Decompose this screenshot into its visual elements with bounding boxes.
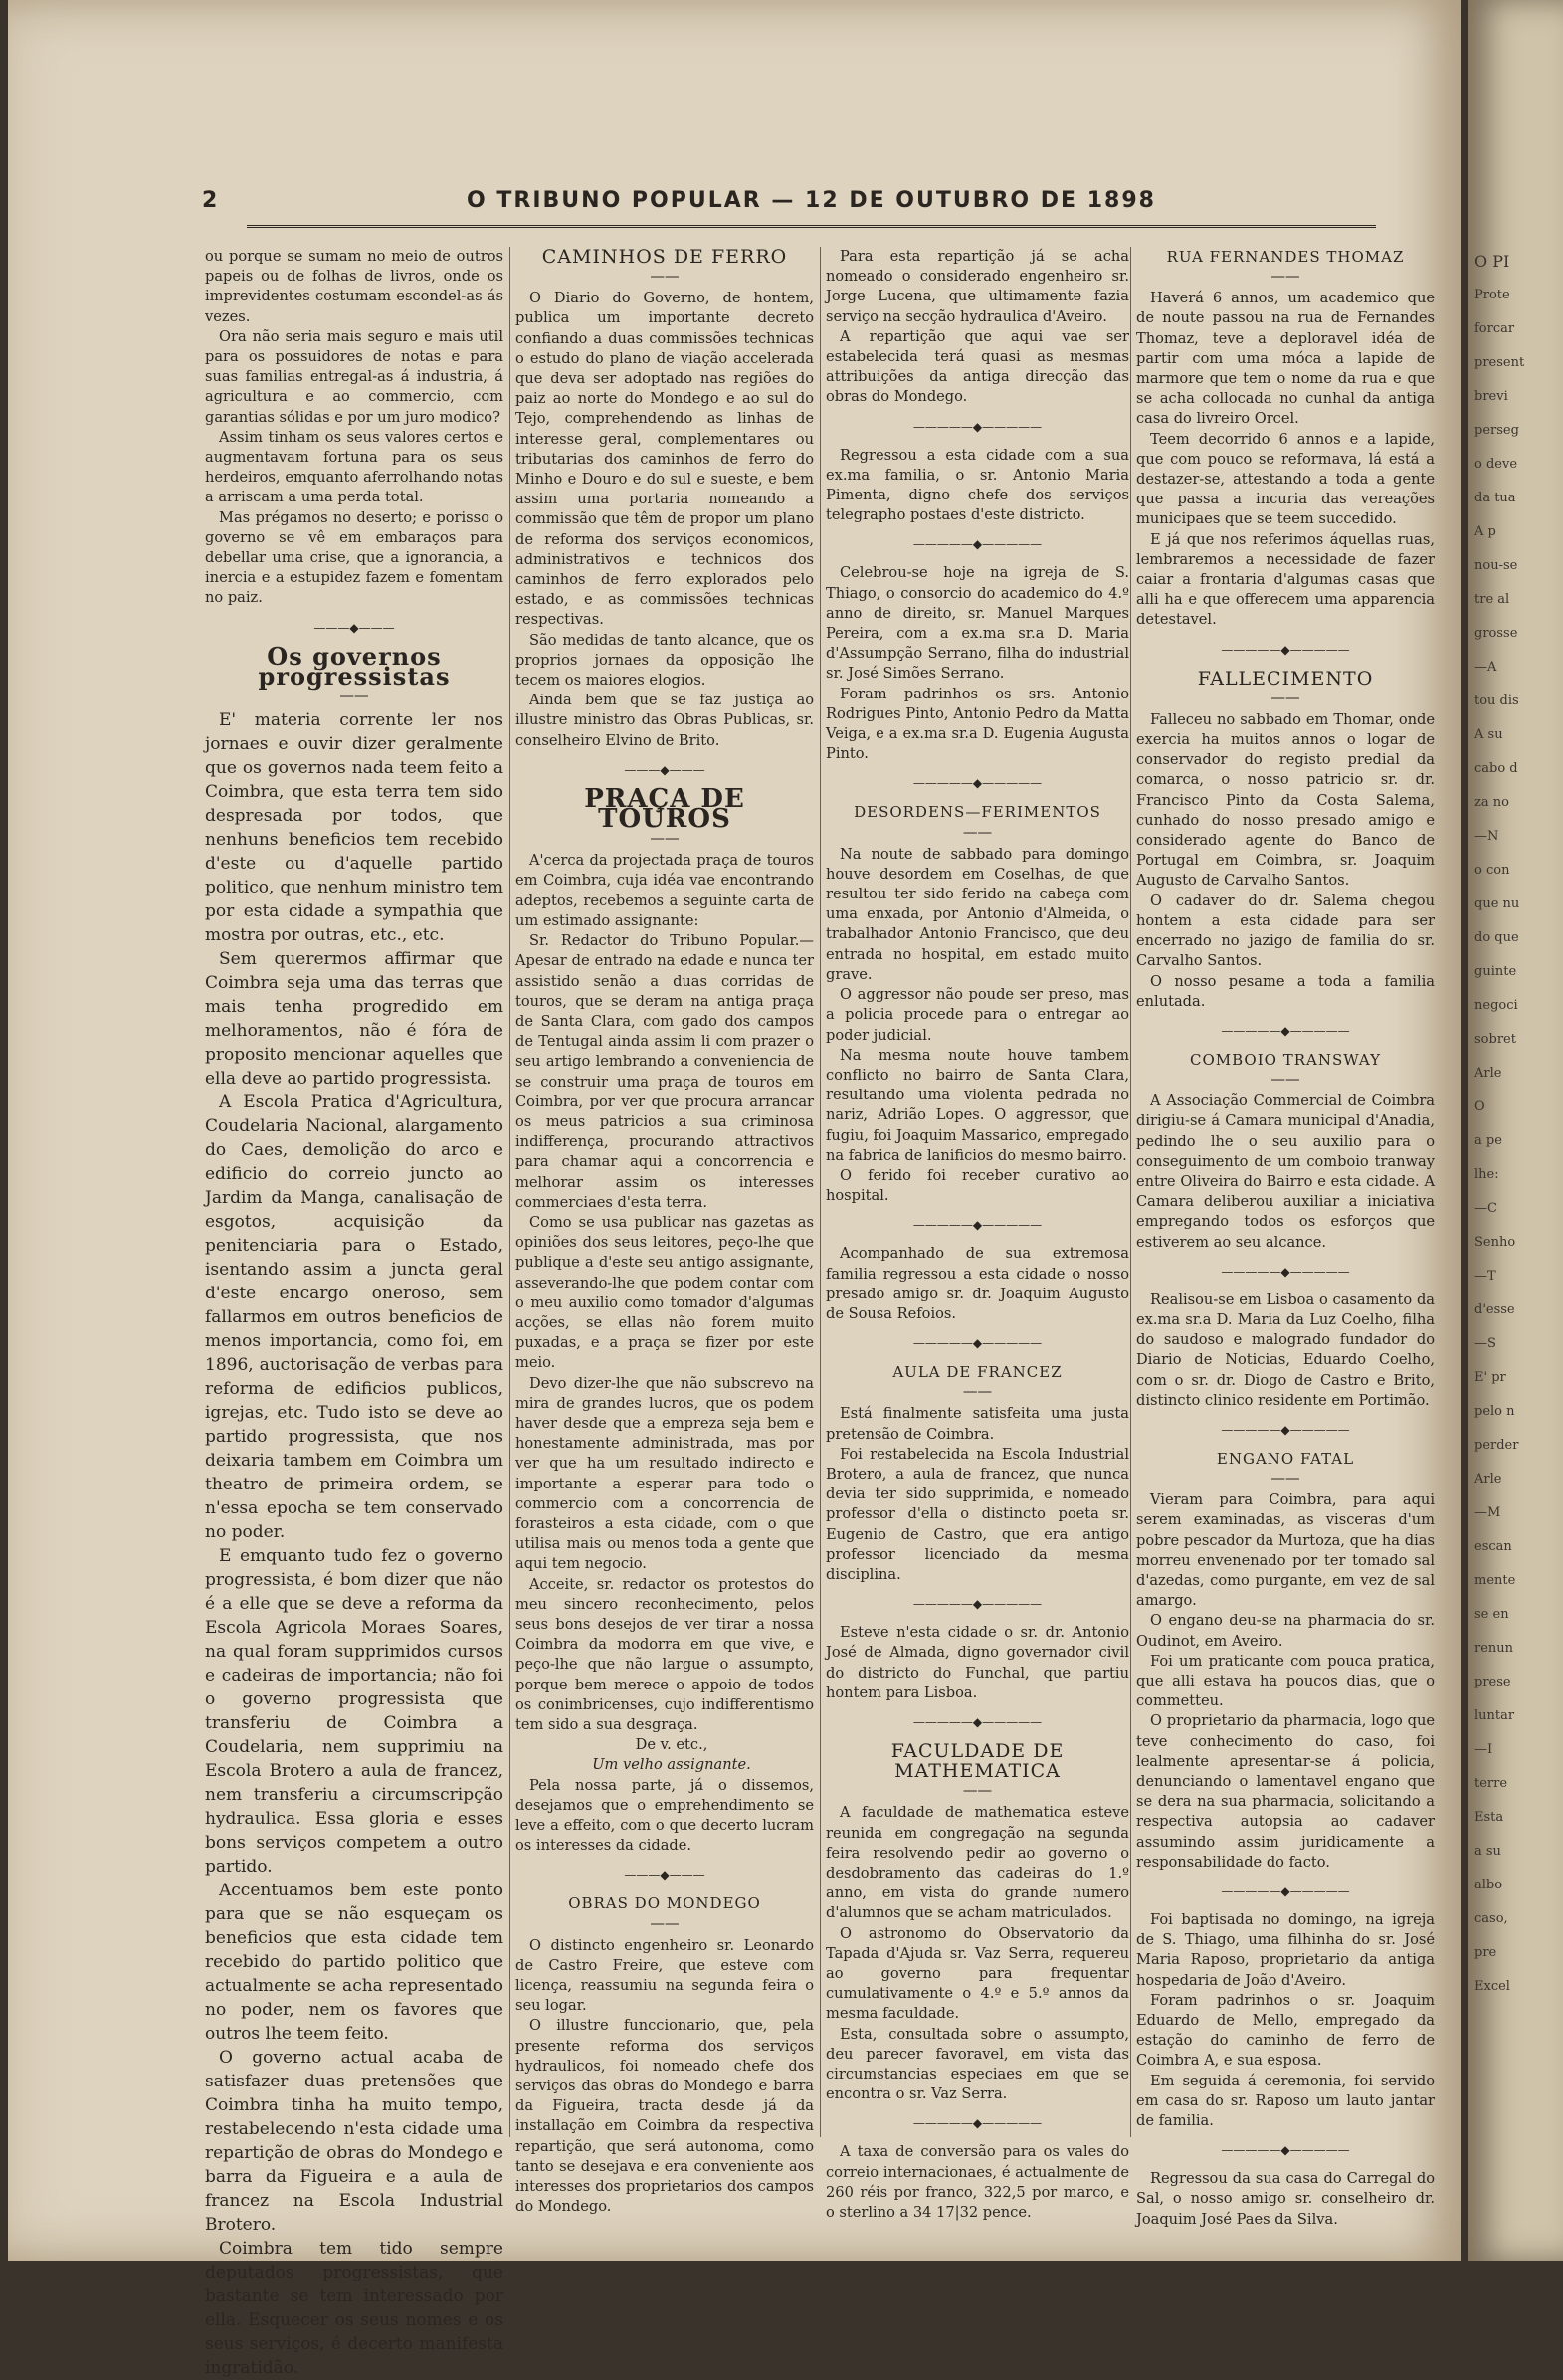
- adjacent-page-fragment: escan: [1474, 1539, 1512, 1554]
- separator-dash: ——: [1270, 1470, 1300, 1488]
- paragraph: O nosso pesame a toda a familia enlutada.: [1136, 972, 1435, 1010]
- adjacent-page-fragment: perder: [1474, 1438, 1519, 1453]
- separator-dash: ——: [339, 688, 369, 705]
- separator-ornament: —————◆—————: [1221, 1264, 1350, 1279]
- paragraph: Como se usa publicar nas gazetas as opiniões dos seus leitores, peço-lhe que publique a d'este seu antigo assignante, asseverando-lhe que podem contar com o meu auxilio como tomador d'algumas acções, se ellas não forem muito puxadas, e a praça se fizer por este meio.: [515, 1213, 814, 1372]
- paragraph: Foi baptisada no domingo, na igreja de S. Thiago, uma filhinha do sr. José Maria Raposo, proprietario da antiga hospedaria de João d'Aveiro.: [1136, 1911, 1435, 1989]
- headline-caminhos: CAMINHOS DE FERRO: [541, 246, 788, 268]
- paragraph: Na noute de sabbado para domingo houve desordem em Coselhas, de que resultou ter sido ferido na cabeça com uma enxada, por Antonio d'Almeida, o trabalhador Antonio Francisco, que deu entrada no hospital, em estado muito grave.: [826, 845, 1129, 983]
- separator-ornament: —————◆—————: [912, 1336, 1043, 1351]
- adjacent-page-fragment: que nu: [1474, 896, 1520, 911]
- adjacent-page-fragment: lhe:: [1474, 1167, 1499, 1182]
- headline-rua: RUA FERNANDES THOMAZ: [1166, 248, 1405, 266]
- headline-aula: AULA DE FRANCEZ: [892, 1363, 1063, 1382]
- paragraph: Foram padrinhos o sr. Joaquim Eduardo de Mello, empregado da estação do caminho de ferro de Coimbra A, e sua esposa.: [1136, 1991, 1435, 2070]
- adjacent-page-fragment: caso,: [1474, 1911, 1508, 1926]
- paragraph: Em seguida á ceremonia, foi servido em casa do sr. Raposo um lauto jantar de familia.: [1136, 2072, 1435, 2130]
- paragraph: Sem querermos affirmar que Coimbra seja uma das terras que mais tenha progredido em melhoramentos, não é fóra de proposito mencionar aquelles que ella deve ao partido progressista.: [205, 949, 503, 1090]
- adjacent-page-fragment: pelo n: [1474, 1404, 1515, 1419]
- adjacent-page-fragment: da tua: [1474, 491, 1516, 505]
- separator-ornament: —————◆—————: [912, 2116, 1043, 2131]
- column-2: [515, 246, 814, 2216]
- separator-dash: ——: [962, 823, 993, 841]
- separator-ornament: —————◆—————: [912, 1597, 1043, 1612]
- separator-ornament: ———◆———: [624, 1868, 705, 1883]
- adjacent-page-edge: [1468, 0, 1563, 2261]
- adjacent-page-fragment: Excel: [1474, 1979, 1510, 1994]
- paragraph: O distincto engenheiro sr. Leonardo de Castro Freire, que esteve com licença, reassumiu na segunda feira o seu logar.: [515, 1936, 814, 2015]
- paragraph: O engano deu-se na pharmacia do sr. Oudinot, em Aveiro.: [1136, 1612, 1435, 1650]
- separator-ornament: —————◆—————: [912, 537, 1043, 552]
- newspaper-page: [8, 0, 1461, 2379]
- letter-closing: De v. etc.,: [635, 1736, 708, 1754]
- masthead: [202, 182, 1381, 218]
- adjacent-page-fragment: —S: [1474, 1336, 1496, 1351]
- paragraph: Assim tinham os seus valores certos e augmentavam fortuna para os seus herdeiros, emquanto aferrolhando notas a arriscam a uma perda total.: [205, 428, 503, 506]
- adjacent-page-fragment: —A: [1474, 660, 1497, 675]
- paragraph: Pela nossa parte, já o dissemos, desejamos que o emprehendimento se leve a effeito, com o que decerto lucram os interesses da cidade.: [515, 1776, 814, 1855]
- paragraph: O governo actual acaba de satisfazer duas pretensões que Coimbra tinha ha muito tempo, restabelecendo n'esta cidade uma repartição de obras do Mondego e barra da Figueira e a aula de francez na Escola Industrial Brotero.: [205, 2048, 503, 2236]
- column-1: [205, 247, 503, 2379]
- adjacent-page-fragment: present: [1474, 355, 1525, 370]
- separator-ornament: —————◆—————: [912, 419, 1043, 434]
- paragraph: Acompanhado de sua extremosa familia regressou a esta cidade o nosso presado amigo sr. dr. Joaquim Augusto de Sousa Refoios.: [826, 1245, 1129, 1322]
- paragraph: E já que nos referimos áquellas ruas, lembraremos a necessidade de fazer caiar a frontaria d'algumas casas que alli ha e que offerecem uma apparencia detestavel.: [1136, 530, 1435, 629]
- separator-ornament: —————◆—————: [1221, 2143, 1350, 2158]
- headline-governos: Os governos progressistas: [258, 641, 451, 691]
- paragraph: O aggressor não poude ser preso, mas a policia procede para o entregar ao poder judicial.: [826, 986, 1129, 1044]
- adjacent-page-fragment: albo: [1474, 1878, 1503, 1892]
- headline-faculdade: FACULDADE DE MATHEMATICA: [890, 1739, 1065, 1783]
- paragraph: São medidas de tanto alcance, que os proprios jornaes da opposição lhe tecem os maiores elogios.: [515, 631, 814, 690]
- paragraph: Acceite, sr. redactor os protestos do meu sincero reconhecimento, pelos seus bons desejos de ver tirar a nossa Coimbra da modorra em que vive, e peço-lhe que não largue o assumpto, porque bem merece o appoio de todos os conimbricenses, cujo indifferentismo tem sido a sua desgraça.: [515, 1575, 814, 1734]
- separator-dash: ——: [650, 1914, 680, 1932]
- adjacent-page-fragment: forcar: [1474, 321, 1515, 336]
- paragraph: ou porque se sumam no meio de outros papeis ou de folhas de livros, onde os imprevidentes costumam escondel-as ás vezes.: [205, 248, 503, 325]
- adjacent-page-fragment: grosse: [1474, 626, 1518, 641]
- separator-ornament: —————◆—————: [1221, 1023, 1350, 1038]
- separator-ornament: ———◆———: [313, 620, 395, 635]
- separator-dash: ——: [1270, 1071, 1300, 1089]
- adjacent-page-fragment: prese: [1474, 1675, 1511, 1689]
- paragraph: Para esta repartição já se acha nomeado o considerado engenheiro sr. Jorge Lucena, que ultimamente fazia serviço na secção hydraulica d'Aveiro.: [826, 248, 1129, 325]
- adjacent-page-fragment: —N: [1474, 829, 1499, 844]
- adjacent-page-fragment: nou-se: [1474, 558, 1518, 573]
- paragraph: Está finalmente satisfeita uma justa pretensão de Coimbra.: [826, 1405, 1129, 1443]
- paragraph: Celebrou-se hoje na igreja de S. Thiago, o consorcio do academico do 4.º anno de direito, sr. Manuel Marques Pereira, com a ex.ma sr.a D. Maria d'Assumpção Serrano, filha do industrial sr. José Simões Serrano.: [826, 564, 1129, 683]
- paragraph: O proprietario da pharmacia, logo que teve conhecimento do caso, foi lealmente apresentar-se á policia, denunciando o lamentavel engano que se dera na sua pharmacia, solicitando a respectiva autopsia ao cadaver assumindo assim juridicamente a responsabilidade do facto.: [1136, 1712, 1435, 1871]
- paragraph: Teem decorrido 6 annos e a lapide, que com pouco se reformava, lá está a destazer-se, attestando a toda a gente que passa a incuria das vereações municipaes que se teem succedido.: [1136, 430, 1435, 528]
- adjacent-page-fragment: a su: [1474, 1844, 1501, 1859]
- separator-ornament: —————◆—————: [1221, 1422, 1350, 1437]
- paragraph: Realisou-se em Lisboa o casamento da ex.ma sr.a D. Maria da Luz Coelho, filha do saudoso e malogrado fundador do Diario de Noticias, Eduardo Coelho, com o sr. dr. Diogo de Castro e Brito, distincto clinico residente em Portimão.: [1136, 1290, 1435, 1409]
- column-divider: [820, 247, 821, 2137]
- separator-dash: ——: [1270, 689, 1300, 706]
- adjacent-page-fragment: cabo d: [1474, 761, 1518, 776]
- adjacent-page-fragment: negoci: [1474, 998, 1518, 1013]
- adjacent-page-fragment: se en: [1474, 1607, 1509, 1622]
- page-number: 2: [202, 187, 218, 213]
- adjacent-page-fragment: Senho: [1474, 1235, 1516, 1250]
- adjacent-page-fragment: E' pr: [1474, 1370, 1506, 1385]
- adjacent-page-fragment: brevi: [1474, 389, 1508, 404]
- adjacent-page-fragment: —I: [1474, 1742, 1493, 1757]
- separator-ornament: —————◆—————: [912, 1714, 1043, 1729]
- separator-ornament: —————◆—————: [1221, 1884, 1350, 1899]
- paragraph: Foram padrinhos os srs. Antonio Rodrigues Pinto, Antonio Pedro da Matta Veiga, e a ex.ma sr.a D. Eugenia Augusta Pinto.: [826, 685, 1129, 763]
- paragraph: Coimbra tem tido sempre deputados progressistas, que bastante se tem interessado por ella. Esquecer os seus nomes e os seus serviços, é decerto manifesta ingratidão.: [205, 2239, 503, 2379]
- adjacent-page-fragment: do que: [1474, 930, 1519, 945]
- separator-dash: ——: [650, 830, 680, 848]
- adjacent-page-fragment: Esta: [1474, 1810, 1504, 1825]
- paragraph: Ora não seria mais seguro e mais util para os possuidores de notas e para suas familias entregal-as á industria, á agricultura e ao commercio, com garantias sólidas e por um juro modico?: [205, 327, 503, 426]
- column-divider: [509, 247, 510, 2137]
- paragraph: Mas prégamos no deserto; e porisso o governo se vê em embaraços para debellar uma crise, que a ignorancia, a inercia e a estupidez fazem e fomentam no paiz.: [205, 508, 503, 607]
- adjacent-page-fragment: sobret: [1474, 1032, 1516, 1047]
- adjacent-page-fragment: luntar: [1474, 1708, 1515, 1723]
- adjacent-page-fragment: terre: [1474, 1776, 1508, 1791]
- paragraph: Devo dizer-lhe que não subscrevo na mira de grandes lucros, que os podem haver desde que a empreza seja bem e honestamente administrada, mas por ver que ha um resultado indirecto e importante a esperar para todo o commercio com a concorrencia de forasteiros a esta cidade, com o que utilisa mais ou menos toda a gente que aqui tem negocio.: [515, 1374, 814, 1573]
- masthead-rule: [247, 225, 1376, 228]
- adjacent-page-fragment: mente: [1474, 1573, 1516, 1588]
- adjacent-page-fragment: renun: [1474, 1641, 1514, 1656]
- adjacent-page-fragment: O: [1474, 1099, 1485, 1114]
- paragraph: A Associação Commercial de Coimbra dirigiu-se á Camara municipal d'Anadia, pedindo lhe o seu auxilio para o conseguimento de um comboio tranway entre Oliveira do Bairro e esta cidade. A Camara deliberou auxiliar a iniciativa empregando todos os esforços que estiverem ao seu alcance.: [1136, 1092, 1435, 1251]
- paragraph: A faculdade de mathematica esteve reunida em congregação na segunda feira resolvendo pedir ao governo o desdobramento das cadeiras do 1.º anno, em vista do grande numero d'alumnos que se acham matriculados.: [826, 1804, 1129, 1922]
- separator-ornament: —————◆—————: [1221, 642, 1350, 657]
- paragraph: Vieram para Coimbra, para aqui serem examinadas, as visceras d'um pobre pescador da Murtoza, que ha dias morreu envenenado por ter tomado sal d'azedas, como purgante, em vez de sal amargo.: [1136, 1491, 1435, 1610]
- headline-engano: ENGANO FATAL: [1216, 1449, 1355, 1468]
- paragraph: O Diario do Governo, de hontem, publica um importante decreto confiando a duas commissões technicas o estudo do plano de viação accelerada que deva ser adoptado nas regiões do paiz ao norte do Mondego e ao sul do Tejo, comprehendendo as linhas de interesse geral, complementares ou tributarias dos caminhos de ferro do Minho e Douro e do sul e sueste, e bem assim uma portaria nomeando a commissão que têm de propor um plano de reforma dos serviços economicos, administrativos e technicos dos caminhos de ferro explorados pelo estado, e as commissões technicas respectivas.: [515, 290, 814, 629]
- adjacent-page-fragment: O PI: [1474, 252, 1510, 271]
- adjacent-page-fragment: —C: [1474, 1201, 1497, 1216]
- adjacent-page-fragment: —M: [1474, 1505, 1501, 1520]
- adjacent-page-fragment: Arle: [1474, 1066, 1502, 1081]
- paragraph: Esteve n'esta cidade o sr. dr. Antonio José de Almada, digno governador civil do districto do Funchal, que partiu hontem para Lisboa.: [826, 1624, 1129, 1701]
- paragraph: Regressou a esta cidade com a sua ex.ma familia, o sr. Antonio Maria Pimenta, digno chefe dos serviços telegrapho postaes d'este districto.: [826, 446, 1129, 524]
- paragraph: O illustre funccionario, que, pela presente reforma dos serviços hydraulicos, foi nomeado chefe dos serviços das obras do Mondego e barra da Figueira, tracta desde já da installação em Coimbra da respectiva repartição, que será autonoma, como tanto se desejava e era conveniente aos interesses dos proprietarios dos campos do Mondego.: [515, 2017, 814, 2216]
- headline-comboio: COMBOIO TRANSWAY: [1189, 1050, 1382, 1069]
- adjacent-page-fragment: o con: [1474, 863, 1510, 878]
- paragraph: Falleceu no sabbado em Thomar, onde exercia ha muitos annos o logar de conservador do registo predial da comarca, o nosso patricio sr. dr. Francisco Pinto da Costa Salema, cunhado do nosso presado amigo e considerado agente do Banco de Portugal em Coimbra, sr. Joaquim Augusto de Carvalho Santos.: [1136, 710, 1435, 890]
- paragraph: Regressou da sua casa do Carregal do Sal, o nosso amigo sr. conselheiro dr. Joaquim José Paes da Silva.: [1136, 2170, 1435, 2228]
- adjacent-page-fragment: tou dis: [1474, 694, 1519, 708]
- column-divider: [1130, 247, 1131, 2137]
- paragraph: Foi um praticante com pouca pratica, que alli estava ha poucos dias, que o commetteu.: [1136, 1652, 1435, 1710]
- headline-obras: OBRAS DO MONDEGO: [568, 1894, 761, 1913]
- paragraph: O ferido foi receber curativo ao hospital.: [826, 1166, 1129, 1205]
- adjacent-page-fragment: Prote: [1474, 288, 1510, 302]
- paragraph: Haverá 6 annos, um academico que de noute passou na rua de Fernandes Thomaz, teve a deploravel idéa de partir com uma móca a lapide de marmore que tem o nome da rua e que se acha collocada no cunhal da antiga casa do livreiro Orcel.: [1136, 290, 1435, 428]
- paragraph: O astronomo do Observatorio da Tapada d'Ajuda sr. Vaz Serra, requereu ao governo para frequentar cumulativamente o 4.º e 5.º annos da mesma faculdade.: [826, 1924, 1129, 2023]
- paragraph: O cadaver do dr. Salema chegou hontem a esta cidade para ser encerrado no jazigo de familia do sr. Carvalho Santos.: [1136, 892, 1435, 970]
- adjacent-page-fragment: —T: [1474, 1269, 1496, 1284]
- adjacent-page-fragment: tre al: [1474, 592, 1510, 607]
- paragraph: A repartição que aqui vae ser estabelecida terá quasi as mesmas attribuições da antiga direcção das obras do Mondego.: [826, 327, 1129, 406]
- separator-dash: ——: [1270, 268, 1300, 286]
- adjacent-page-fragment: o deve: [1474, 457, 1518, 472]
- paragraph: Na mesma noute houve tambem conflicto no bairro de Santa Clara, resultando uma violenta pedrada no nariz, Adrião Lopes. O aggressor, que fugiu, foi Joaquim Massarico, empregado na fabrica de lanificios do mesmo bairro.: [826, 1046, 1130, 1164]
- adjacent-page-fragment: Arle: [1474, 1472, 1502, 1487]
- adjacent-page-fragment: A su: [1474, 727, 1503, 742]
- separator-ornament: —————◆—————: [912, 776, 1043, 791]
- adjacent-page-fragment: za no: [1474, 795, 1509, 810]
- paragraph: A taxa de conversão para os vales do correio internacionaes, é actualmente de 260 réis por franco, 322,5 por marco, e o sterlino a 34 17|32 pence.: [826, 2143, 1129, 2222]
- headline-desordens: DESORDENS—FERIMENTOS: [854, 803, 1101, 822]
- paragraph: Foi restabelecida na Escola Industrial Brotero, a aula de francez, que nunca devia ter sido supprimida, e nomeado professor d'ella o distincto poeta sr. Eugenio de Castro, que era antigo professor licenciado da mesma disciplina.: [826, 1445, 1129, 1583]
- column-3: [826, 247, 1130, 2222]
- paragraph: E' materia corrente ler nos jornaes e ouvir dizer geralmente que os governos nada teem feito a Coimbra, que esta terra tem sido despresada por todos, que nenhuns beneficios tem recebido d'este ou d'aquelle partido politico, que nenhum ministro tem por esta cidade a sympathia que mostra por outras, etc., etc.: [205, 710, 503, 946]
- adjacent-page-fragment: guinte: [1474, 964, 1517, 979]
- paragraph: Esta, consultada sobre o assumpto, deu parecer favoravel, em vista das circumstancias especiaes em que se encontra o sr. Vaz Serra.: [826, 2025, 1129, 2103]
- adjacent-page-fragment: perseg: [1474, 423, 1519, 438]
- paragraph: Sr. Redactor do Tribuno Popular.— Apesar de entrado na edade e nunca ter assistido senão a duas corridas de touros, que se deram na antiga praça de Santa Clara, com gado dos campos de Tentugal ainda assim li com prazer o seu artigo lembrando a conveniencia de se construir uma praça de touros em Coimbra, por ver que procura arrancar os meus patricios a sua criminosa indifferença, procurando attractivos para chamar aqui a concorrencia e melhorar assim os interesses commerciaes d'esta terra.: [515, 932, 814, 1211]
- adjacent-page-fragment: A p: [1474, 524, 1496, 539]
- headline-fallecimento: FALLECIMENTO: [1197, 667, 1374, 690]
- separator-ornament: ———◆———: [624, 762, 705, 777]
- paragraph: Ainda bem que se faz justiça ao illustre ministro das Obras Publicas, sr. conselheiro Elvino de Brito.: [515, 692, 814, 749]
- adjacent-page-fragment: d'esse: [1474, 1302, 1515, 1317]
- separator-dash: ——: [962, 1383, 993, 1401]
- adjacent-page-fragment: a pe: [1474, 1133, 1502, 1148]
- headline-praca: PRAÇA DE TOUROS: [584, 783, 745, 835]
- paragraph: A'cerca da projectada praça de touros em Coimbra, cuja idéa vae encontrando adeptos, recebemos a seguinte carta de um estimado assignante:: [515, 852, 814, 929]
- masthead-title: O TRIBUNO POPULAR — 12 DE OUTUBRO DE 1898: [467, 187, 1156, 213]
- separator-dash: ——: [650, 268, 680, 286]
- adjacent-page-fragment: pre: [1474, 1945, 1497, 1960]
- separator-dash: ——: [962, 1782, 993, 1800]
- separator-ornament: —————◆—————: [912, 1218, 1043, 1233]
- paragraph: Accentuamos bem este ponto para que se não esqueçam os beneficios que esta cidade tem recebido do partido politico que actualmente se acha representado no poder, nem os favores que outros lhe teem feito.: [205, 1881, 503, 2045]
- column-4: [1136, 247, 1435, 2228]
- paragraph: A Escola Pratica d'Agricultura, Coudelaria Nacional, alargamento do Caes, demolição do arco e edificio do correio juncto ao Jardim da Manga, canalisação de esgotos, acquisição da penitenciaria para o Estado, isentando assim a juncta geral d'este encargo oneroso, sem fallarmos em outros beneficios de menos importancia, como foi, em 1896, auctorisação de verbas para reforma de edificios publicos, igrejas, etc. Tudo isto se deve ao partido progressista, que nos deixaria tambem em Coimbra um theatro de primeira ordem, se n'essa epocha se tem conservado no poder.: [205, 1092, 503, 1543]
- paragraph: E emquanto tudo fez o governo progressista, é bom dizer que não é a elle que se deve a reforma da Escola Agricola Moraes Soares, na qual foram supprimidos cursos e cadeiras de importancia; não foi o governo progressista que transferiu de Coimbra a Coudelaria, nem supprimiu na Escola Brotero a aula de francez, nem transferiu a circumscripção hydraulica. Essa gloria e esses bons serviços competem a outro partido.: [205, 1546, 503, 1878]
- letter-signature: Um velho assignante.: [592, 1756, 751, 1774]
